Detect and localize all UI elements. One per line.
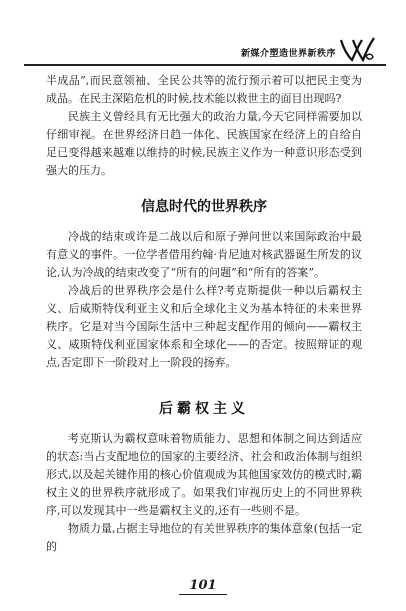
page-content [46, 72, 362, 556]
section-title: 后霸权主义 [159, 401, 249, 417]
paragraph: 考克斯认为霸权意味着物质能力、思想和体制之间达到适应的状态:当占支配地位的国家的主要经济、社会和政治体制与组织形式,以及起关键作用的核心价值观成为其他国家效仿的模式时,霸权主义的世界秩序就形成了。如果我们审视历史上的不同世界秩序,可以发现其中一些是霸权主义的,还有一些则不是。 [46, 432, 362, 517]
header-logo-icon [338, 34, 376, 64]
paragraph: 物质力量,占据主导地位的有关世界秩序的集体意象(包括一定的 [46, 522, 362, 553]
section-title: 信息时代的世界秩序 [141, 199, 267, 215]
paragraph: 民族主义曾经具有无比强大的政治力量,今天它同样需要加以仔细审视。在世界经济日趋一体化、民族国家在经济上的自给自足已变得越来越难以维持的时候,民族主义作为一种意识形态受到强大的压力。 [46, 110, 362, 177]
paragraph: 冷战的结束或许是二战以后和原子弹问世以来国际政治中最有意义的事件。一位学者借用约翰·肯尼迪对核武器诞生所发的议论,认为冷战的结束改变了“所有的问题”和“所有的答案”。 [46, 230, 362, 279]
header-title: 新媒介塑造世界新秩序 [240, 49, 336, 59]
paragraph: 冷战后的世界秩序会是什么样?考克斯提供一种以后霸权主义、后威斯特伐利亚主义和后全球化主义为基本特征的未来世界秩序。它是对当今国际生活中三种起支配作用的倾向——霸权主义、威斯特伐利亚国家体系和全球化——的否定。按照辩证的观点,否定即下一阶段对上一阶段的扬弃。 [46, 284, 362, 369]
paragraph: 半成品”,而民意领袖、全民公共等的流行预示着可以把民主变为成品。在民主深陷危机的时候,技术能以救世主的面目出现吗? [46, 74, 362, 105]
running-header [24, 40, 386, 66]
page-footer [0, 574, 406, 595]
page-number: 101 [179, 578, 226, 595]
